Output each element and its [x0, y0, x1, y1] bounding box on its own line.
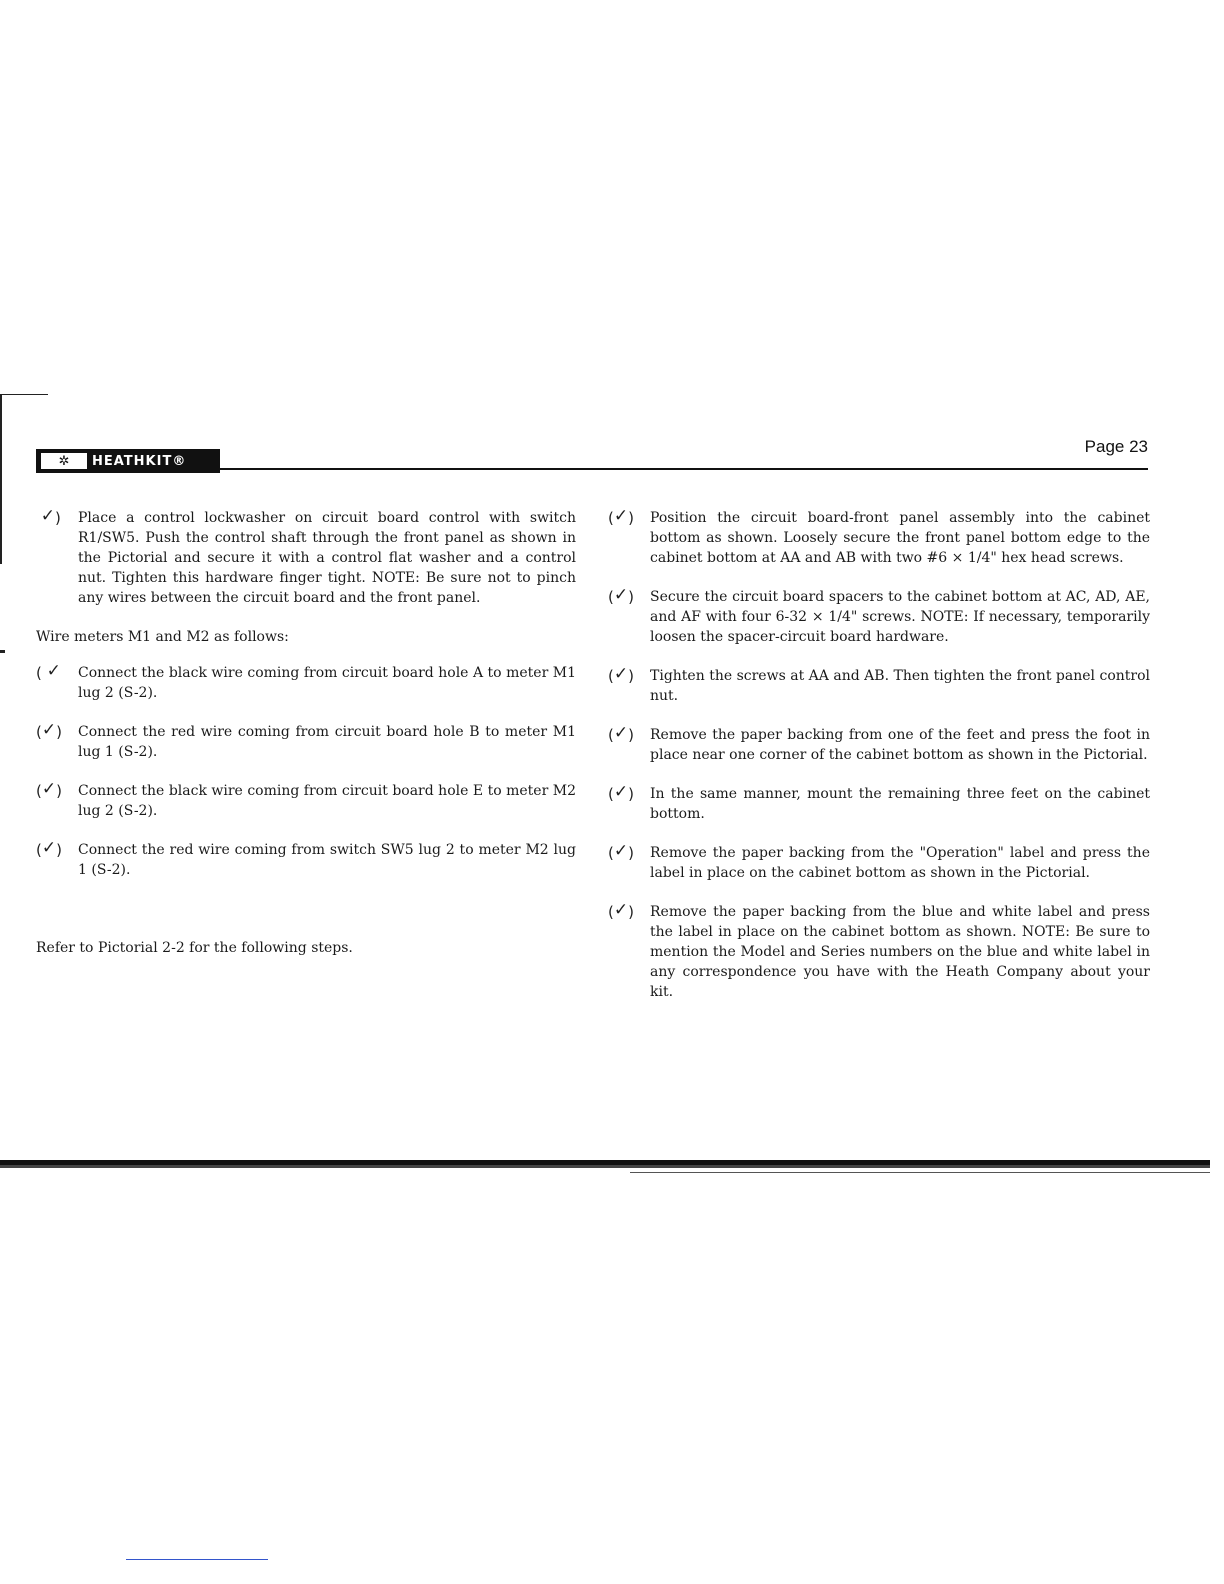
step-text: Position the circuit board-front panel assembly into the cabinet bottom as shown. Loosely secure the front panel bottom edge to the cabinet bottom at AA and AB with two #6 × 1/4" hex head screws.	[650, 510, 1150, 566]
corner-crop-mark	[0, 394, 48, 395]
step-item	[36, 781, 576, 821]
handwritten-check-icon: (✓)	[36, 720, 62, 741]
step-text: Secure the circuit board spacers to the cabinet bottom at AC, AD, AE, and AF with four 6-32 × 1/4" screws. NOTE: If necessary, temporarily loosen the spacer-circuit board hardware.	[650, 589, 1150, 645]
step-item	[608, 666, 1150, 706]
right-column	[608, 508, 1150, 1021]
step-item	[608, 784, 1150, 824]
step-item	[36, 840, 576, 880]
page-number: Page 23	[1084, 437, 1148, 456]
step-text: Connect the black wire coming from circuit board hole A to meter M1 lug 2 (S-2).	[78, 665, 576, 701]
step-item	[608, 725, 1150, 765]
step-item	[608, 843, 1150, 883]
step-text: Tighten the screws at AA and AB. Then tighten the front panel control nut.	[650, 668, 1150, 704]
step-item	[36, 722, 576, 762]
step-text: In the same manner, mount the remaining three feet on the cabinet bottom.	[650, 786, 1150, 822]
handwritten-check-icon: (✓)	[36, 779, 62, 800]
handwritten-check-icon: (✓)	[608, 664, 634, 685]
step-text: Remove the paper backing from the blue and white label and press the label in place on the cabinet bottom as shown. NOTE: Be sure to mention the Model and Series numbers on the blue and white label in any correspondence you have with the Heath Company about your kit.	[650, 904, 1150, 1000]
handwritten-check-icon: (✓)	[608, 723, 634, 744]
handwritten-check-icon: (✓)	[608, 782, 634, 803]
corner-crop-mark-vertical	[0, 394, 2, 564]
footer-line	[126, 1559, 268, 1560]
step-item	[608, 508, 1150, 568]
heathkit-logo-icon: ✲	[40, 452, 88, 470]
handwritten-check-icon: (✓)	[608, 900, 634, 921]
handwritten-check-icon: ( ✓	[36, 661, 61, 682]
step-item	[36, 508, 576, 608]
step-text: Connect the red wire coming from switch SW5 lug 2 to meter M2 lug 1 (S-2).	[78, 842, 576, 878]
handwritten-check-icon: (✓)	[36, 838, 62, 859]
wire-intro: Wire meters M1 and M2 as follows:	[36, 629, 289, 645]
step-text: Connect the black wire coming from circuit board hole E to meter M2 lug 2 (S-2).	[78, 783, 576, 819]
bottom-rule	[0, 1160, 1210, 1168]
margin-tick-mark	[0, 650, 5, 653]
refer-note: Refer to Pictorial 2-2 for the following steps.	[36, 940, 353, 956]
heathkit-logo	[36, 449, 220, 473]
step-text: Remove the paper backing from one of the feet and press the foot in place near one corner of the cabinet bottom as shown in the Pictorial.	[650, 727, 1150, 763]
logo-text: HEATHKIT®	[92, 453, 187, 469]
step-item	[608, 902, 1150, 1002]
handwritten-check-icon: (✓)	[608, 841, 634, 862]
step-item	[608, 587, 1150, 647]
header-rule	[218, 468, 1148, 470]
step-text: Remove the paper backing from the "Operation" label and press the label in place on the cabinet bottom as shown in the Pictorial.	[650, 845, 1150, 881]
handwritten-check-icon: (✓)	[608, 585, 634, 606]
step-text: Connect the red wire coming from circuit board hole B to meter M1 lug 1 (S-2).	[78, 724, 576, 760]
step-text: Place a control lockwasher on circuit board control with switch R1/SW5. Push the control shaft through the front panel as shown in the Pictorial and secure it with a control flat washer and a control nut. Tighten this hardware finger tight. NOTE: Be sure not to pinch any wires between the circuit board and the front panel.	[78, 510, 576, 606]
bottom-rule-thin	[630, 1172, 1210, 1173]
left-column	[36, 508, 576, 958]
handwritten-check-icon: ✓)	[40, 506, 61, 527]
handwritten-check-icon: (✓)	[608, 506, 634, 527]
step-item	[36, 663, 576, 703]
